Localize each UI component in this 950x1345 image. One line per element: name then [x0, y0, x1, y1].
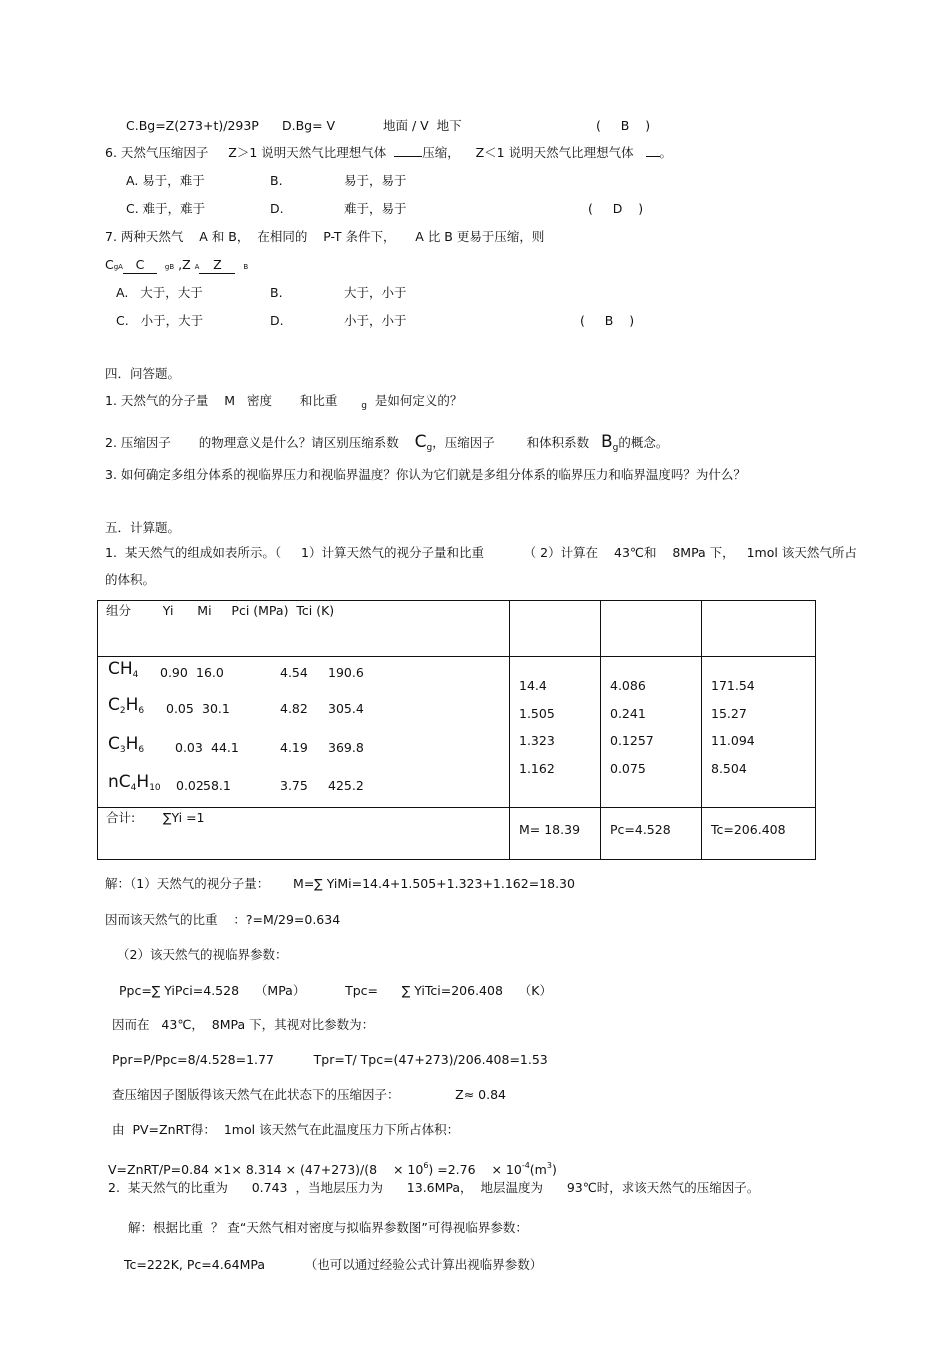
solution1-line2: 因而该天然气的比重 ：?=M/29=0.634	[105, 912, 341, 927]
solution1-line7: 查压缩因子图版得该天然气在此状态下的压缩因子： Z≈ 0.84	[112, 1087, 506, 1102]
row-ch4	[108, 661, 138, 683]
table-total-row	[98, 808, 816, 860]
yitci-value: 15.27	[711, 706, 747, 721]
q7-za-sub: A	[194, 263, 200, 271]
yimi-value: 1.162	[519, 761, 555, 776]
q5-answer: ( B )	[596, 118, 651, 133]
q7-option-c: C. 小于，大于	[116, 313, 204, 328]
q2-text-e: 的概念。	[618, 435, 669, 450]
q7-cg-symbol: C	[105, 257, 114, 272]
q5-option-d: D.Bg= V	[282, 118, 336, 133]
table-header-text: 组分 Yi Mi Pci (MPa) Tci (K)	[106, 603, 335, 618]
mi-value: 58.1	[203, 778, 231, 793]
q6-option-d: 难于，易于	[344, 201, 407, 216]
yimi-value: 14.4	[519, 678, 547, 693]
table-header-empty	[702, 601, 816, 657]
volume-formula-c: (m	[529, 1162, 547, 1177]
volume-formula-d: )	[551, 1162, 557, 1177]
q7-zb-sub: B	[243, 263, 249, 271]
mi-value: 30.1	[202, 701, 230, 716]
section5-title: 五．计算题。	[105, 520, 181, 535]
formula-c3h6: C	[108, 734, 120, 754]
pci-value: 4.82	[280, 701, 308, 716]
q2-text-c: ，压缩因子	[432, 435, 495, 450]
tci-value: 305.4	[328, 701, 364, 716]
yi-value: 0.90	[160, 665, 188, 680]
q2-cg-symbol: C	[414, 432, 427, 452]
q6-blank-1	[394, 156, 422, 157]
yimi-value: 1.505	[519, 706, 555, 721]
total-label: 合计: ∑Yi =1	[106, 810, 205, 825]
formula-sub: 6	[138, 706, 145, 716]
solution1-line1: 解：（1）天然气的视分子量： M=∑ YiMi=14.4+1.505+1.323+1.162=18.30	[105, 876, 575, 891]
formula-sub: 10	[149, 783, 161, 793]
q6-stem	[105, 145, 672, 161]
section4-q1	[105, 393, 462, 414]
section4-q3: 3. 如何确定多组分体系的视临界压力和视临界温度？你认为它们就是多组分体系的临界压力和临界温度吗？为什么？	[105, 467, 746, 482]
row-nc4h10	[108, 774, 161, 796]
q6-blank-2	[646, 156, 660, 157]
volume-formula-b: ) =2.76 × 10	[428, 1162, 522, 1177]
yi-value: 0.05	[166, 701, 194, 716]
formula-h: H	[125, 695, 139, 715]
q7-blank-1	[123, 257, 157, 274]
q6-answer: ( D )	[588, 201, 644, 216]
q7-z-symbol-2: Z	[213, 257, 222, 272]
q2-bg-symbol: B	[601, 432, 613, 452]
formula-nc4h10: nC	[108, 772, 131, 792]
solution1-line3: （2）该天然气的视临界参数：	[117, 947, 288, 962]
exponent-neg4: -4	[521, 1161, 530, 1170]
problem1-line1: 1. 某天然气的组成如表所示。（ 1）计算天然气的视分子量和比重 （ 2）计算在 43℃和 8MPa 下， 1mol 该天然气所占	[105, 545, 857, 560]
component-cell	[98, 657, 510, 808]
total-label-cell	[98, 808, 510, 860]
q7-stem-line2	[105, 257, 248, 275]
total-pc-cell	[601, 808, 702, 860]
formula-h: H	[125, 734, 139, 754]
row-c3h6	[108, 736, 144, 758]
yitci-value: 8.504	[711, 761, 747, 776]
yipci-value: 0.075	[610, 761, 646, 776]
yimi-value: 1.323	[519, 733, 555, 748]
total-m-cell	[510, 808, 601, 860]
formula-h: H	[136, 772, 150, 792]
q6-option-b: 易于，易于	[344, 173, 407, 188]
total-tc-cell	[702, 808, 816, 860]
yitci-column	[702, 657, 816, 808]
q7-option-d: 小于，小于	[344, 313, 407, 328]
q6-option-c: C. 难于，难于	[126, 201, 206, 216]
formula-c2h6: C	[108, 695, 120, 715]
section4-title: 四．问答题。	[105, 366, 181, 381]
pci-value: 4.54	[280, 665, 308, 680]
table-data-row	[98, 657, 816, 808]
yimi-column	[510, 657, 601, 808]
solution1-line6: Ppr=P/Ppc=8/4.528=1.77 Tpr=T/ Tpc=(47+273)/206.408=1.53	[112, 1052, 548, 1067]
row-c2h6	[108, 697, 144, 719]
pci-value: 3.75	[280, 778, 308, 793]
q6-option-b-letter: B.	[270, 173, 283, 188]
q1-text-b: 和比重	[299, 393, 338, 408]
q7-cgb-sub: gB	[164, 263, 175, 271]
solution1-line8: 由 PV=ZnRT得： 1mol 该天然气在此温度压力下所占体积：	[112, 1122, 460, 1137]
q2-cg-sub: g	[426, 443, 433, 453]
problem2-line1: 2. 某天然气的比重为 0.743 ，当地层压力为 13.6MPa， 地层温度为 93℃时，求该天然气的压缩因子。	[108, 1180, 760, 1195]
volume-formula-a: V=ZnRT/P=0.84 ×1× 8.314 × (47+273)/(8 × 10	[108, 1162, 424, 1177]
tci-value: 190.6	[328, 665, 364, 680]
total-pc: Pc=4.528	[610, 822, 671, 837]
formula-sub: 4	[130, 783, 137, 793]
q7-option-b: 大于，小于	[344, 285, 407, 300]
q7-option-b-letter: B.	[270, 285, 283, 300]
exponent-6: 6	[423, 1161, 429, 1170]
q1-gamma-sub: g	[361, 401, 367, 411]
q6-stem-a: 6. 天然气压缩因子 Z＞1 说明天然气比理想气体	[105, 145, 387, 160]
yipci-value: 0.1257	[610, 733, 654, 748]
mi-value: 44.1	[211, 740, 239, 755]
q5-option-c: C.Bg=Z(273+t)/293P	[126, 118, 259, 133]
formula-ch4: CH	[108, 659, 133, 679]
problem1-line2: 的体积。	[105, 572, 156, 587]
q6-stem-b: 压缩， Z＜1 说明天然气比理想气体	[422, 145, 634, 160]
yi-value: 0.03	[175, 740, 203, 755]
tci-value: 369.8	[328, 740, 364, 755]
formula-sub: 2	[119, 706, 126, 716]
yitci-value: 11.094	[711, 733, 755, 748]
total-tc: Tc=206.408	[711, 822, 786, 837]
q7-cga-sub: gA	[113, 263, 123, 271]
q7-stem: 7. 两种天然气 A 和 B， 在相同的 P-T 条件下， A 比 B 更易于压缩，则	[105, 229, 545, 244]
table-header-empty	[510, 601, 601, 657]
yipci-value: 0.241	[610, 706, 646, 721]
total-m: M= 18.39	[519, 822, 581, 837]
q6-stem-c: 。	[659, 145, 673, 160]
mi-value: 16.0	[196, 665, 224, 680]
q7-option-a: A. 大于，大于	[116, 285, 203, 300]
q1-text-a: 1. 天然气的分子量 M 密度	[105, 393, 272, 408]
yi-value: 0.02	[176, 778, 204, 793]
yipci-value: 4.086	[610, 678, 646, 693]
q6-option-d-letter: D.	[270, 201, 284, 216]
table-header-cell	[98, 601, 510, 657]
q7-answer: ( B )	[580, 313, 635, 328]
table-header-row	[98, 601, 816, 657]
table-header-empty	[601, 601, 702, 657]
pci-value: 4.19	[280, 740, 308, 755]
solution1-line5: 因而在 43℃， 8MPa 下，其视对比参数为：	[112, 1017, 375, 1032]
q7-cg-symbol-2: C	[135, 257, 145, 272]
formula-sub: 4	[132, 670, 139, 680]
tci-value: 425.2	[328, 778, 364, 793]
section4-q2	[105, 434, 668, 456]
formula-sub: 6	[138, 745, 145, 755]
problem2-line2: 解：根据比重 ？ 查“天然气相对密度与拟临界参数图”可得视临界参数：	[128, 1220, 528, 1235]
yipci-column	[601, 657, 702, 808]
formula-sub: 3	[119, 745, 126, 755]
q7-z-symbol: ,Z	[174, 257, 191, 272]
problem2-line3: Tc=222K, Pc=4.64MPa （也可以通过经验公式计算出视临界参数）	[124, 1257, 543, 1272]
yitci-value: 171.54	[711, 678, 755, 693]
q2-text-a: 2. 压缩因子	[105, 435, 171, 450]
exponent-3: 3	[546, 1161, 552, 1170]
composition-table	[97, 600, 816, 860]
q7-option-d-letter: D.	[270, 313, 284, 328]
q2-bg-sub: g	[612, 443, 619, 453]
q2-text-b: 的物理意义是什么？请区别压缩系数	[198, 435, 399, 450]
q5-option-d-tail: 地面 / V 地下	[383, 118, 462, 133]
solution1-line4: Ppc=∑ YiPci=4.528 （MPa） Tpc= ∑ YiTci=206.408 （K）	[119, 983, 552, 998]
q2-text-d: 和体积系数	[526, 435, 590, 450]
solution1-line9	[108, 1158, 557, 1178]
q1-text-c: 是如何定义的？	[374, 393, 463, 408]
q7-blank-2	[199, 257, 235, 274]
q6-option-a: A. 易于，难于	[126, 173, 205, 188]
